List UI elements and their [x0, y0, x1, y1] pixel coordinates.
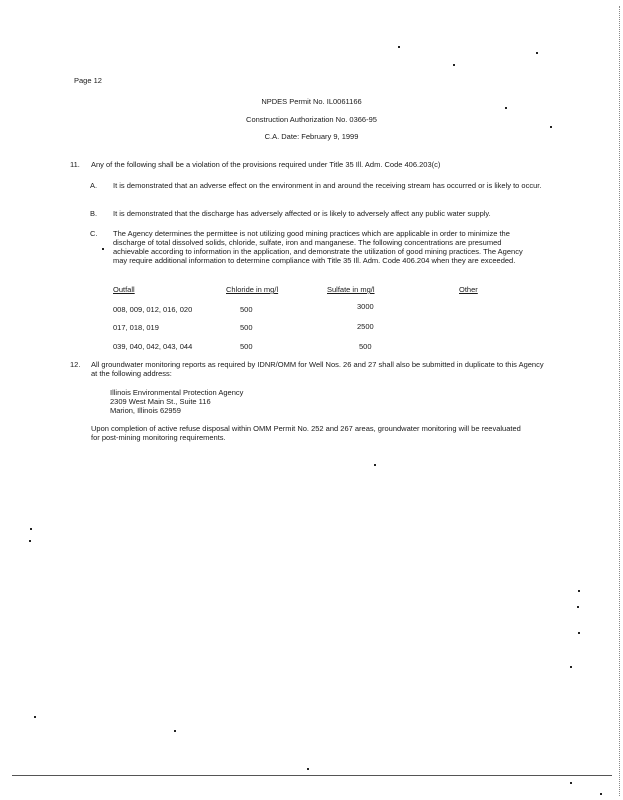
table-cell-sulfate: 3000 [357, 302, 374, 311]
scan-speck [30, 528, 32, 530]
address-line: 2309 West Main St., Suite 116 [110, 397, 211, 406]
table-cell-outfall: 039, 040, 042, 043, 044 [113, 342, 193, 351]
item-12-number: 12. [70, 360, 81, 369]
scan-speck [550, 126, 552, 128]
item-11a-label: A. [90, 181, 98, 190]
closing-paragraph: Upon completion of active refuse disposal within OMM Permit No. 252 and 267 areas, groundwater monitoring will be reevaluated for post-mining monitoring requirements. [91, 424, 521, 442]
item-11-number: 11. [70, 160, 80, 169]
item-11-text: Any of the following shall be a violation of the provisions required under Title 35 Ill. Adm. Code 406.203(c) [91, 160, 441, 169]
table-cell-sulfate: 2500 [357, 322, 374, 331]
permit-number: NPDES Permit No. IL0061166 [261, 97, 362, 106]
scan-speck [307, 768, 309, 770]
item-11c-text: The Agency determines the permittee is not utilizing good mining practices which are applicable in order to minimize the discharge of total dissolved solids, chloride, sulfate, iron and manganese. The following concentrations are presumed achievable according to information in the application, and demonstrate the utilization of good mining practices. The Agency may require additional information to determine compliance with Title 35 Ill. Adm. Code 406.204 when they are exceeded. [113, 229, 523, 265]
address-line: Illinois Environmental Protection Agency [110, 388, 244, 397]
scan-speck [570, 782, 572, 784]
scan-speck [374, 464, 376, 466]
scan-speck [536, 52, 538, 54]
table-cell-sulfate: 500 [359, 342, 372, 351]
page-label: Page 12 [74, 76, 102, 85]
scan-speck [577, 606, 579, 608]
scan-speck [29, 540, 31, 542]
item-11b-text: It is demonstrated that the discharge has adversely affected or is likely to adversely affect any public water supply. [113, 209, 491, 218]
table-cell-chloride: 500 [240, 305, 253, 314]
item-11b-label: B. [90, 209, 98, 218]
table-header-sulfate: Sulfate in mg/l [327, 285, 375, 294]
ca-date: C.A. Date: February 9, 1999 [264, 132, 359, 141]
scan-speck [578, 590, 580, 592]
construction-authorization: Construction Authorization No. 0366-95 [246, 115, 377, 124]
table-cell-outfall: 017, 018, 019 [113, 323, 159, 332]
table-header-outfall: Outfall [113, 285, 135, 294]
table-cell-chloride: 500 [240, 323, 253, 332]
scan-speck [102, 248, 104, 250]
item-11a-text: It is demonstrated that an adverse effect on the environment in and around the receiving stream has occurred or is likely to occur. [113, 181, 542, 190]
item-12-text: All groundwater monitoring reports as required by IDNR/OMM for Well Nos. 26 and 27 shall also be submitted in duplicate to this Agency at the following address: [91, 360, 544, 378]
table-header-other: Other [459, 285, 478, 294]
scan-speck [505, 107, 507, 109]
scan-speck [34, 716, 36, 718]
scan-speck [453, 64, 455, 66]
table-cell-chloride: 500 [240, 342, 253, 351]
address-line: Marion, Illinois 62959 [110, 406, 181, 415]
scan-speck [174, 730, 176, 732]
scan-edge-line [619, 6, 621, 796]
table-cell-outfall: 008, 009, 012, 016, 020 [113, 305, 193, 314]
scan-bottom-rule [12, 775, 612, 776]
table-header-chloride: Chloride in mg/l [226, 285, 279, 294]
item-11c-label: C. [90, 229, 98, 238]
scan-speck [600, 793, 602, 795]
scan-speck [570, 666, 572, 668]
scan-speck [398, 46, 400, 48]
scan-speck [578, 632, 580, 634]
